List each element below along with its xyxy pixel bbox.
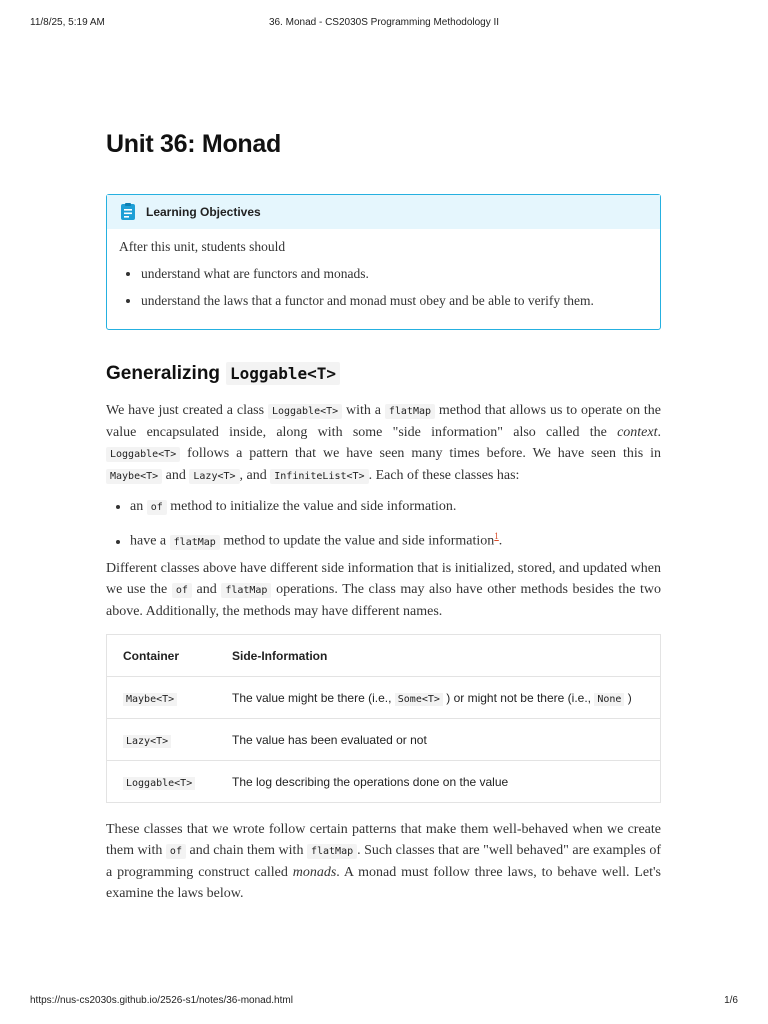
container-code: Loggable<T> — [123, 777, 195, 790]
page-title: Unit 36: Monad — [106, 130, 281, 158]
learning-objectives-box — [106, 194, 661, 330]
clipboard-list-icon — [119, 203, 137, 221]
inline-code: Maybe<T> — [106, 469, 162, 484]
inline-code: flatMap — [170, 535, 220, 550]
side-info-paragraph: Different classes above have different side information that is initialized, stored, and updated when we use the of and flatMap operations. The class may also have other methods besides the two above. Additionally, the methods may have different names. — [106, 561, 662, 619]
container-code: Lazy<T> — [123, 735, 171, 748]
inline-code: Lazy<T> — [189, 469, 239, 484]
print-page-number: 1/6 — [724, 995, 738, 1006]
objective-item: • understand what are functors and monads. — [141, 265, 648, 283]
learning-objectives-header — [107, 195, 660, 229]
print-doc-title: 36. Monad - CS2030S Programming Methodology II — [268, 17, 500, 28]
column-header: Side-Information — [232, 648, 328, 663]
table-row — [107, 719, 661, 761]
monad-paragraph: These classes that we wrote follow certain patterns that make them well-behaved when we create them with of and chain them with flatMap . Such classes that are "well behaved" are examples of a programming construct called monads. A monad must follow three laws, to behave well. Let's examine the laws below. — [106, 822, 662, 901]
inline-code: of — [147, 500, 167, 515]
list-item: • an of method to initialize the value and side information. — [130, 497, 685, 518]
objectives-intro: After this unit, students should — [119, 239, 286, 254]
inline-code: Loggable<T> — [268, 404, 342, 419]
print-datetime: 11/8/25, 5:19 AM — [30, 17, 105, 28]
side-info-cell: The value might be there (i.e., Some<T> ) or might not be there (i.e., None ) — [216, 677, 661, 719]
inline-code: Loggable<T> — [106, 447, 180, 462]
inline-code: of — [172, 583, 192, 598]
inline-code: flatMap — [307, 844, 357, 859]
side-info-cell: The value has been evaluated or not — [216, 719, 661, 761]
inline-code: None — [594, 693, 624, 706]
objective-item: • understand the laws that a functor and monad must obey and be able to verify them. — [141, 292, 648, 310]
section-heading-text: Generalizing — [106, 362, 221, 384]
class-method-list — [106, 497, 685, 561]
emphasis-monads: monads — [292, 865, 337, 880]
side-info-cell: The log describing the operations done on the value — [216, 761, 661, 803]
inline-code: Some<T> — [395, 693, 443, 706]
column-header: Container — [123, 648, 180, 663]
list-item: • have a flatMap method to update the value and side information$^1$. — [130, 526, 685, 553]
footnote-link[interactable]: 1 — [494, 531, 499, 541]
inline-code: InfiniteList<T> — [270, 469, 368, 484]
section-heading — [106, 362, 340, 385]
print-url: https://nus-cs2030s.github.io/2526-s1/notes/36-monad.html — [30, 995, 293, 1006]
section-heading-code: Loggable<T> — [226, 362, 340, 385]
learning-objectives-title: Learning Objectives — [146, 205, 261, 219]
side-information-table — [106, 634, 661, 803]
inline-code: flatMap — [221, 583, 271, 598]
inline-code: of — [166, 844, 186, 859]
intro-paragraph: We have just created a class Loggable<T> with a flatMap method that allows us to operate on the value encapsulated inside, along with some "side information" also called the context. Loggable<T> follows a pattern that we have seen many times before. We have seen this in Maybe<T> and Lazy<T> , and InfiniteList<T> . Each of these classes has: — [106, 403, 662, 483]
table-header-row — [107, 635, 661, 677]
inline-code: flatMap — [385, 404, 435, 419]
table-row — [107, 677, 661, 719]
table-row — [107, 761, 661, 803]
emphasis-context: context — [617, 425, 658, 440]
objectives-list — [119, 265, 648, 310]
container-code: Maybe<T> — [123, 693, 177, 706]
